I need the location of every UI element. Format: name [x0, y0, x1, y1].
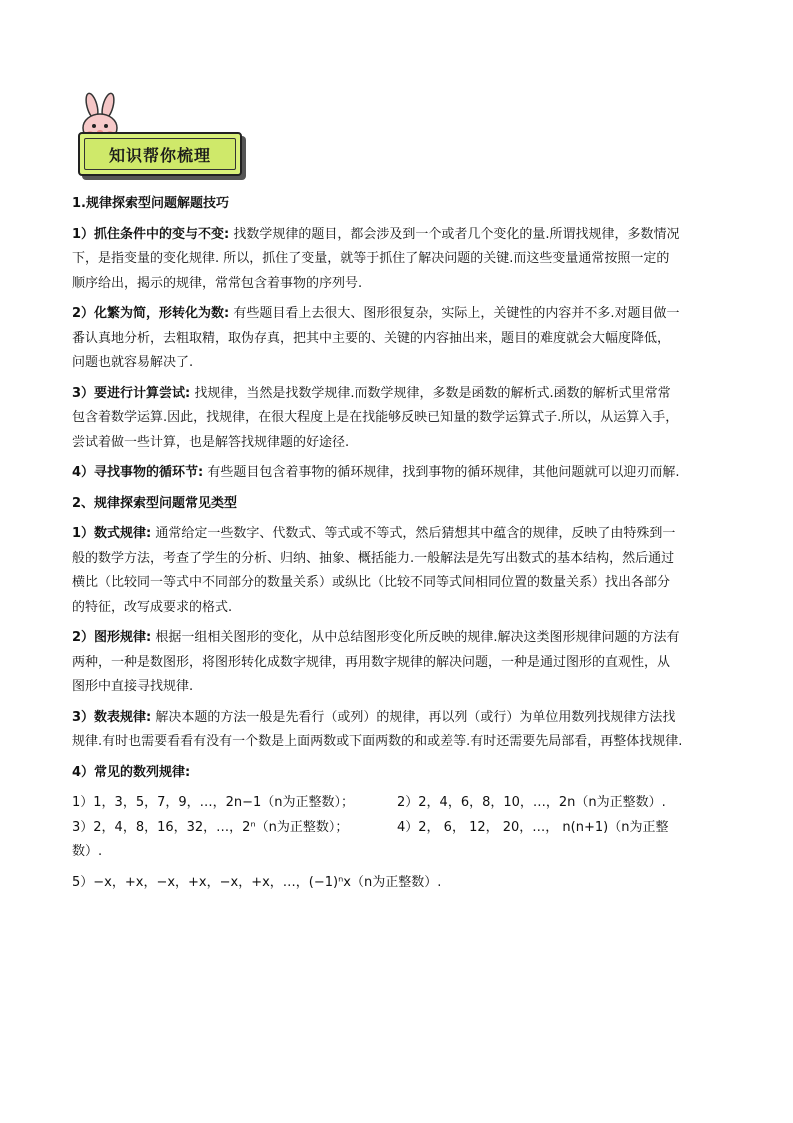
sequence-item: 2）2，4，6，8，10，…，2n（n为正整数）.: [397, 795, 666, 810]
section-badge: [70, 92, 245, 182]
document-body: [72, 192, 737, 895]
section-title: 1.规律探索型问题解题技巧: [72, 196, 229, 211]
paragraph-line: 问题也就容易解决了.: [72, 355, 194, 370]
sequence-row: [72, 816, 737, 841]
paragraph-line: 图形中直接寻找规律.: [72, 679, 194, 694]
badge-label: 知识帮你梳理: [108, 145, 211, 165]
sequence-item: 4）2， 6， 12， 20，…， n(n+1)（n为正整: [397, 819, 669, 835]
badge-frame: [78, 132, 242, 176]
section-title: 2、规律探索型问题常见类型: [72, 495, 238, 511]
paragraph-line: 的特征，改写成要求的格式.: [72, 599, 233, 615]
paragraph: 3）要进行计算尝试: 找规律，当然是找数学规律.而数学规律，多数是函数的解析式.函数的解析式里常常: [72, 385, 671, 401]
paragraph: 3）数表规律: 解决本题的方法一般是先看行（或列）的规律，再以列（或行）为单位用数列找规律方法找: [72, 709, 676, 725]
paragraph-line: 横比（比较同一等式中不同部分的数量关系）或纵比（比较不同等式间相同位置的数量关系）找出各部分: [72, 575, 671, 590]
paragraph: 2）图形规律: 根据一组相关图形的变化，从中总结图形变化所反映的规律.解决这类图形规律问题的方法有: [72, 630, 680, 645]
sequence-item: 5）−x，+x，−x，+x，−x，+x，…，(−1)ⁿx（n为正整数）.: [72, 874, 442, 890]
sequence-row: [72, 791, 737, 816]
paragraph-line: 般的数学方法，考查了学生的分析、归纳、抽象、概括能力.一般解法是先写出数式的基本结构，然后通过: [72, 550, 675, 566]
paragraph-line: 尝试着做一些计算，也是解答找规律题的好途径.: [72, 434, 350, 450]
paragraph-line: 两种，一种是数图形，将图形转化成数字规律，再用数字规律的解决问题，一种是通过图形的直观性，从: [72, 654, 671, 670]
paragraph-line: 番认真地分析，去粗取精，取伪存真，把其中主要的、关键的内容抽出来，题目的难度就会大幅度降低，: [72, 330, 671, 346]
paragraph: 1）抓住条件中的变与不变: 找数学规律的题目，都会涉及到一个或者几个变化的量.所谓找规律，多数情况: [72, 226, 680, 242]
sequence-item: 数）.: [72, 844, 103, 859]
sequence-item: 1）1，3，5，7，9，…，2n−1（n为正整数）；: [72, 795, 355, 810]
paragraph-line: 规律.有时也需要看看有没有一个数是上面两数或下面两数的和或差等.有时还需要先局部看，再整体找规律.: [72, 734, 683, 749]
paragraph-head: 4）常见的数列规律:: [72, 764, 191, 780]
sequence-item: 3）2，4，8，16，32，…，2ⁿ（n为正整数）；: [72, 819, 349, 835]
paragraph-line: 顺序给出，揭示的规律，常常包含着事物的序列号.: [72, 275, 363, 291]
paragraph: 1）数式规律: 通常给定一些数字、代数式、等式或不等式，然后猜想其中蕴含的规律，反映了由特殊到一: [72, 526, 676, 541]
paragraph-line: 包含着数学运算.因此，找规律，在很大程度上是在找能够反映已知量的数学运算式子.所以，从运算入手，: [72, 410, 679, 425]
paragraph-line: 下，是指变量的变化规律. 所以，抓住了变量，就等于抓住了解决问题的关键.而这些变量通常按照一定的: [72, 251, 670, 266]
paragraph: 2）化繁为简，形转化为数: 有些题目看上去很大、图形很复杂，实际上，关键性的内容并不多.对题目做一: [72, 306, 680, 321]
paragraph: 4）寻找事物的循环节: 有些题目包含着事物的循环规律，找到事物的循环规律，其他问题就可以迎刃而解.: [72, 465, 680, 480]
